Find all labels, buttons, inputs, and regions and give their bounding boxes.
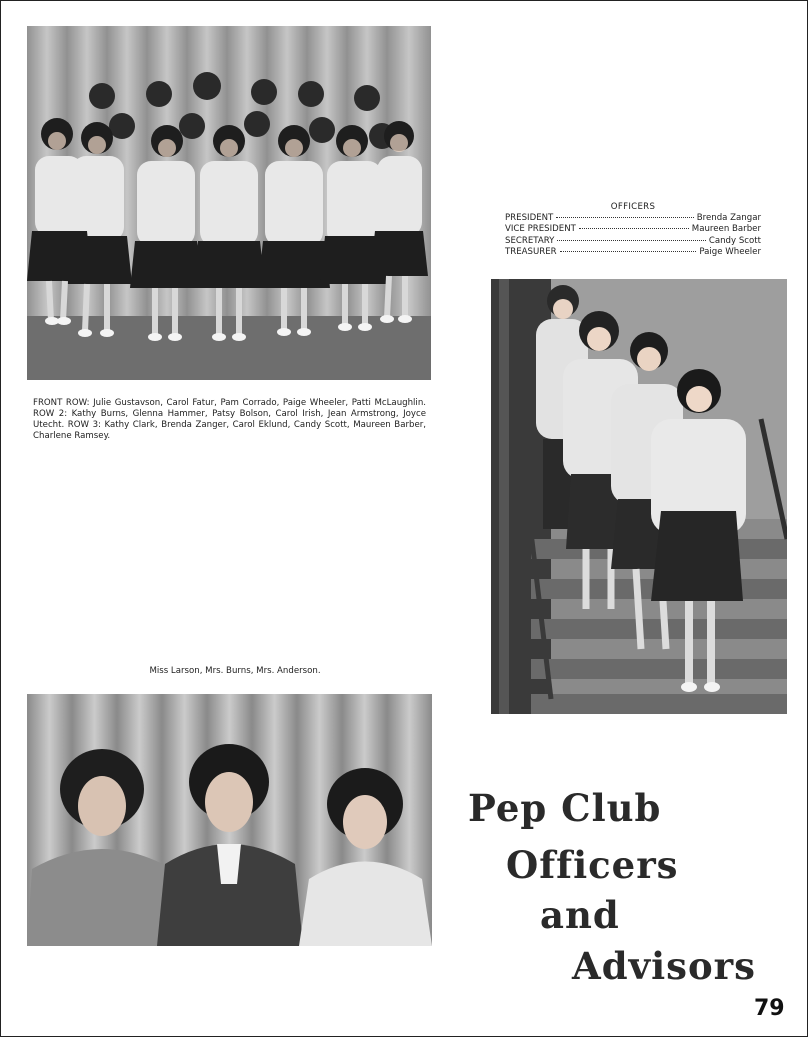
- group-photo-caption: FRONT ROW: Julie Gustavson, Carol Fatur, Pam Corrado, Paige Wheeler, Patti McLaughlin. ROW 2: Kathy Burns, Glenna Hammer, Patsy Bolson, Carol Irish, Jean Armstrong, Joyce Utecht. ROW 3: Kathy Clark, Brenda Zanger, Carol Eklund, Candy Scott, Maureen Barber, Charlene Ramsey.: [33, 398, 426, 441]
- leader-dots: [557, 240, 705, 241]
- leader-dots: [556, 217, 693, 218]
- officers-heading: OFFICERS: [610, 202, 656, 212]
- officer-row-treasurer: [505, 247, 761, 258]
- title-line-and: and: [540, 893, 620, 937]
- officer-title: SECRETARY: [505, 235, 555, 246]
- title-line-pep-club: Pep Club: [468, 786, 662, 830]
- officer-title: TREASURER: [505, 246, 557, 257]
- pep-club-group-photo: [27, 26, 431, 380]
- officer-row-vice-president: [505, 224, 761, 235]
- officer-name: Candy Scott: [708, 235, 761, 246]
- title-line-advisors: Advisors: [572, 944, 756, 988]
- officer-row-president: [505, 213, 761, 224]
- leader-dots: [560, 251, 697, 252]
- officers-list: [505, 202, 761, 258]
- officer-row-secretary: [505, 236, 761, 247]
- officer-title: PRESIDENT: [505, 213, 554, 224]
- officers-on-stairs-photo: [491, 279, 787, 714]
- officer-name: Maureen Barber: [691, 224, 761, 235]
- leader-dots: [579, 228, 689, 229]
- officer-name: Paige Wheeler: [699, 246, 761, 257]
- title-line-officers: Officers: [506, 843, 679, 887]
- officer-title: VICE PRESIDENT: [505, 224, 576, 235]
- page-number: 79: [754, 996, 785, 1021]
- officer-name: Brenda Zangar: [696, 213, 761, 224]
- advisors-photo-caption: Miss Larson, Mrs. Burns, Mrs. Anderson.: [149, 666, 321, 676]
- advisors-photo: [27, 694, 432, 946]
